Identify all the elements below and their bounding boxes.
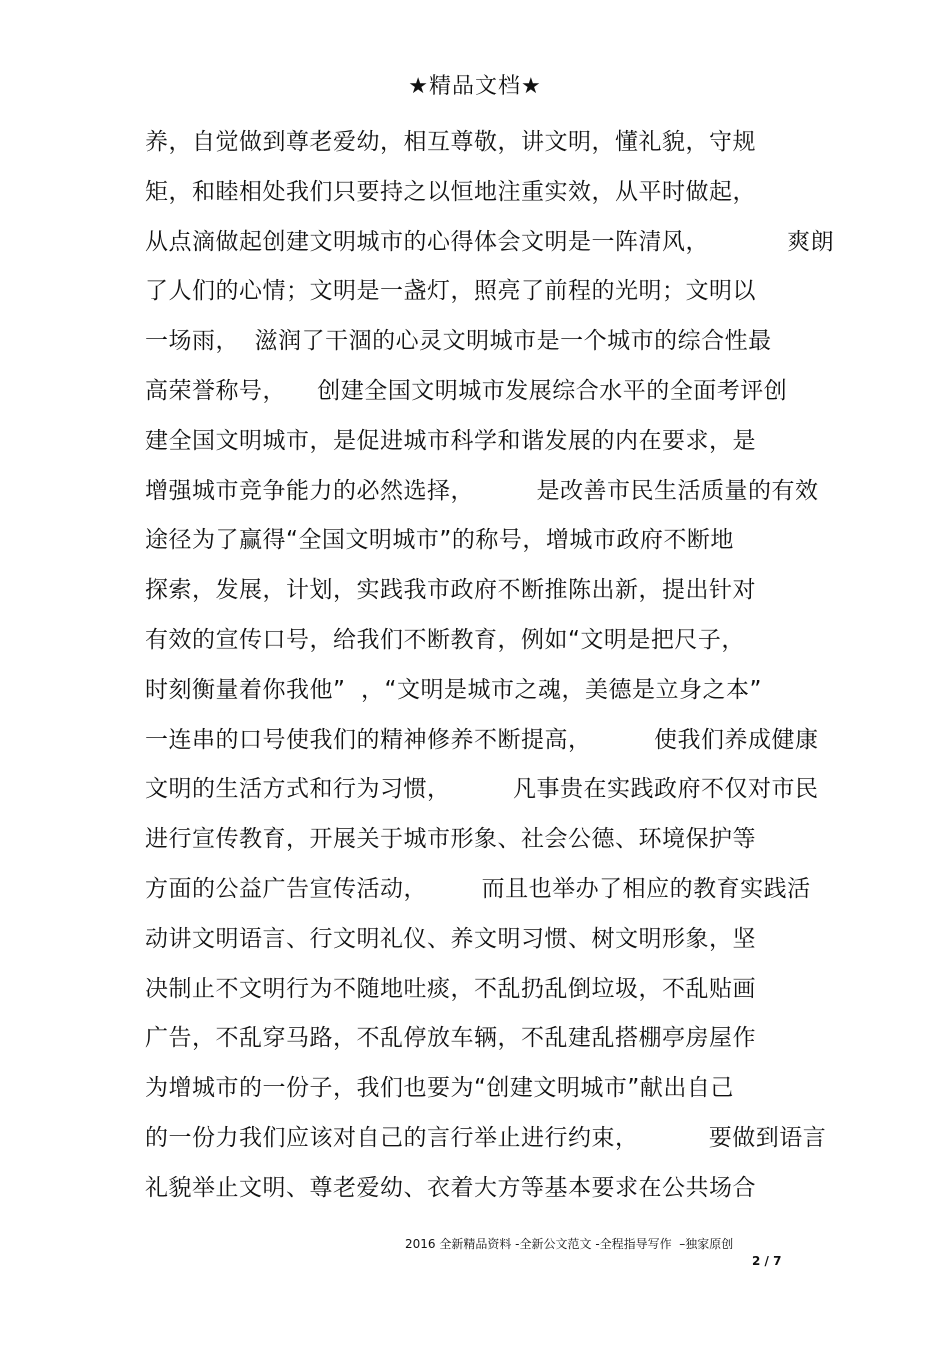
text-line: 决制止不文明行为不随地吐痰，不乱扔乱倒垃圾，不乱贴画 [145, 975, 756, 1002]
text-line: 探索，发展，计划，实践我市政府不断推陈出新，提出针对 [145, 577, 756, 604]
text-line: 方面的公益广告宣传活动， 而且也举办了相应的教育实践活 [145, 875, 811, 902]
text-line: 的一份力我们应该对自己的言行举止进行约束， 要做到语言 [145, 1124, 827, 1151]
text-line: 有效的宣传口号，给我们不断教育，例如“文明是把尺子， [145, 626, 745, 653]
text-line: 时刻衡量着你我他” ，“文明是城市之魂，美德是立身之本” [145, 676, 762, 703]
text-line: 了人们的心情；文明是一盏灯，照亮了前程的光明；文明以 [145, 278, 756, 305]
text-line: 为增城市的一份子，我们也要为“创建文明城市”献出自己 [145, 1075, 734, 1102]
body-text [145, 122, 835, 1218]
text-line: 一连串的口号使我们的精神修养不断提高， 使我们养成健康 [145, 726, 819, 753]
page-number: 2 / 7 [752, 1254, 782, 1268]
text-line: 途径为了赢得“全国文明城市”的称号，增城市政府不断地 [145, 527, 734, 554]
text-line: 广告，不乱穿马路，不乱停放车辆，不乱建乱搭棚亭房屋作 [145, 1025, 756, 1052]
page-header-title: ★精品文档★ [408, 74, 542, 99]
text-line: 矩，和睦相处我们只要持之以恒地注重实效，从平时做起， [145, 178, 756, 205]
text-line: 高荣誉称号， 创建全国文明城市发展综合水平的全面考评创 [145, 377, 788, 404]
text-line: 养，自觉做到尊老爱幼，相互尊敬，讲文明，懂礼貌，守规 [145, 129, 756, 155]
text-line: 文明的生活方式和行为习惯， 凡事贵在实践政府不仅对市民 [145, 776, 819, 803]
text-line: 一场雨， 滋润了干涸的心灵文明城市是一个城市的综合性最 [145, 328, 772, 355]
footer-note: 2016 全新精品资料 -全新公文范文 -全程指导写作 –独家原创 [405, 1237, 734, 1251]
text-line: 进行宣传教育，开展关于城市形象、社会公德、环境保护等 [145, 826, 756, 853]
text-line: 动讲文明语言、行文明礼仪、养文明习惯、树文明形象，坚 [145, 925, 756, 952]
text-line: 建全国文明城市，是促进城市科学和谐发展的内在要求，是 [145, 427, 756, 454]
text-line: 礼貌举止文明、尊老爱幼、衣着大方等基本要求在公共场合 [145, 1174, 756, 1201]
text-line: 增强城市竞争能力的必然选择， 是改善市民生活质量的有效 [145, 477, 819, 504]
text-line: 从点滴做起创建文明城市的心得体会文明是一阵清风， 爽朗 [145, 228, 835, 255]
